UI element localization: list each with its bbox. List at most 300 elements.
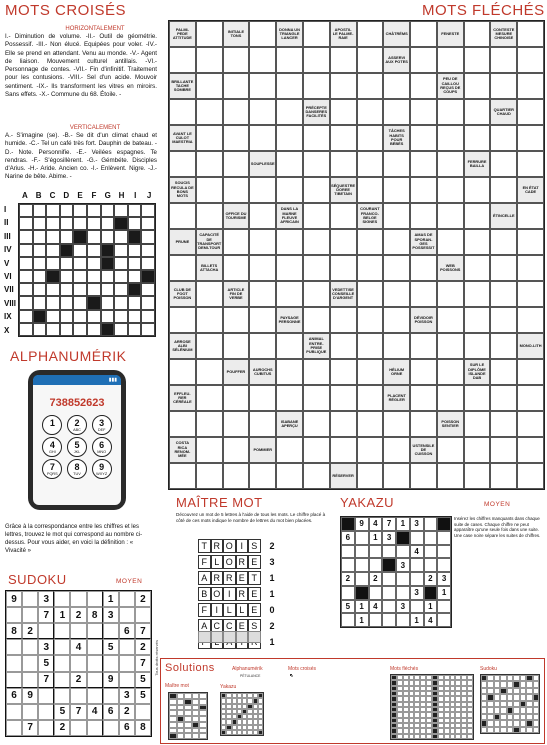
answer-cell[interactable] xyxy=(410,151,437,177)
yakazu-cell[interactable] xyxy=(410,558,424,572)
answer-cell[interactable] xyxy=(303,21,330,47)
answer-cell[interactable] xyxy=(517,99,544,125)
answer-cell[interactable] xyxy=(169,411,196,437)
answer-cell[interactable] xyxy=(223,73,250,99)
answer-cell[interactable] xyxy=(410,47,437,73)
yakazu-cell[interactable] xyxy=(424,558,438,572)
answer-cell[interactable] xyxy=(330,47,357,73)
answer-cell[interactable] xyxy=(196,73,223,99)
answer-cell[interactable] xyxy=(410,177,437,203)
answer-cell[interactable] xyxy=(437,177,464,203)
answer-cell[interactable] xyxy=(303,151,330,177)
answer-cell[interactable] xyxy=(490,177,517,203)
crossword-cell[interactable] xyxy=(19,230,33,243)
crossword-cell[interactable] xyxy=(60,310,74,323)
answer-cell[interactable] xyxy=(517,307,544,333)
sudoku-cell[interactable] xyxy=(70,688,86,704)
answer-cell[interactable] xyxy=(383,281,410,307)
crossword-cell[interactable] xyxy=(128,270,142,283)
answer-cell[interactable] xyxy=(464,125,491,151)
answer-cell[interactable] xyxy=(303,411,330,437)
answer-cell[interactable] xyxy=(383,255,410,281)
sudoku-cell[interactable] xyxy=(87,639,103,655)
maitre-mot-answer-boxes[interactable] xyxy=(198,631,261,643)
answer-cell[interactable] xyxy=(276,333,303,359)
answer-cell[interactable] xyxy=(223,47,250,73)
answer-cell[interactable] xyxy=(303,307,330,333)
sudoku-cell[interactable] xyxy=(6,639,22,655)
answer-cell[interactable] xyxy=(330,437,357,463)
crossword-cell[interactable] xyxy=(19,270,33,283)
answer-cell[interactable] xyxy=(517,437,544,463)
crossword-cell[interactable] xyxy=(19,204,33,217)
yakazu-cell[interactable] xyxy=(369,545,383,559)
crossword-cell[interactable] xyxy=(46,283,60,296)
answer-cell[interactable] xyxy=(276,151,303,177)
crossword-cell[interactable] xyxy=(141,296,155,309)
sudoku-cell[interactable] xyxy=(22,591,38,607)
answer-cell[interactable] xyxy=(383,307,410,333)
answer-cell[interactable] xyxy=(330,333,357,359)
answer-cell[interactable] xyxy=(196,281,223,307)
crossword-cell[interactable] xyxy=(128,204,142,217)
crossword-cell[interactable] xyxy=(73,204,87,217)
crossword-cell[interactable] xyxy=(114,204,128,217)
crossword-cell[interactable] xyxy=(87,283,101,296)
answer-cell[interactable] xyxy=(330,255,357,281)
answer-cell[interactable] xyxy=(169,359,196,385)
answer-cell[interactable] xyxy=(410,281,437,307)
answer-cell[interactable] xyxy=(249,99,276,125)
crossword-cell[interactable] xyxy=(33,244,47,257)
sudoku-cell[interactable] xyxy=(103,688,119,704)
sudoku-cell[interactable] xyxy=(6,672,22,688)
answer-cell[interactable] xyxy=(410,21,437,47)
answer-cell[interactable] xyxy=(410,125,437,151)
crossword-cell[interactable] xyxy=(33,323,47,336)
crossword-cell[interactable] xyxy=(73,310,87,323)
answer-cell[interactable] xyxy=(383,151,410,177)
answer-cell[interactable] xyxy=(410,463,437,489)
answer-cell[interactable] xyxy=(276,359,303,385)
answer-cell[interactable] xyxy=(276,177,303,203)
answer-cell[interactable] xyxy=(383,463,410,489)
answer-cell[interactable] xyxy=(464,203,491,229)
crossword-cell[interactable] xyxy=(87,310,101,323)
answer-cell[interactable] xyxy=(410,411,437,437)
crossword-cell[interactable] xyxy=(19,310,33,323)
crossword-cell[interactable] xyxy=(33,270,47,283)
crossword-cell[interactable] xyxy=(101,217,115,230)
crossword-cell[interactable] xyxy=(19,217,33,230)
sudoku-cell[interactable] xyxy=(22,607,38,623)
answer-cell[interactable] xyxy=(464,385,491,411)
answer-cell[interactable] xyxy=(437,385,464,411)
answer-cell[interactable] xyxy=(196,47,223,73)
yakazu-cell[interactable] xyxy=(382,613,396,627)
crossword-cell[interactable] xyxy=(114,244,128,257)
answer-cell[interactable] xyxy=(196,359,223,385)
sudoku-cell[interactable] xyxy=(119,655,135,671)
yakazu-cell[interactable] xyxy=(437,531,451,545)
answer-cell[interactable] xyxy=(303,281,330,307)
answer-cell[interactable] xyxy=(303,73,330,99)
answer-cell[interactable] xyxy=(196,177,223,203)
answer-cell[interactable] xyxy=(276,99,303,125)
crossword-cell[interactable] xyxy=(33,217,47,230)
sudoku-cell[interactable] xyxy=(135,704,151,720)
answer-cell[interactable] xyxy=(490,437,517,463)
answer-cell[interactable] xyxy=(490,359,517,385)
answer-cell[interactable] xyxy=(223,307,250,333)
answer-cell[interactable] xyxy=(303,125,330,151)
sudoku-cell[interactable] xyxy=(38,623,54,639)
answer-cell[interactable] xyxy=(464,411,491,437)
answer-cell[interactable] xyxy=(196,99,223,125)
crossword-cell[interactable] xyxy=(60,230,74,243)
crossword-cell[interactable] xyxy=(46,244,60,257)
answer-cell[interactable] xyxy=(303,385,330,411)
answer-cell[interactable] xyxy=(490,385,517,411)
answer-cell[interactable] xyxy=(437,151,464,177)
crossword-cell[interactable] xyxy=(73,257,87,270)
crossword-cell[interactable] xyxy=(114,323,128,336)
crossword-cell[interactable] xyxy=(87,204,101,217)
yakazu-cell[interactable] xyxy=(355,558,369,572)
answer-cell[interactable] xyxy=(249,177,276,203)
answer-box[interactable] xyxy=(248,631,261,643)
answer-cell[interactable] xyxy=(249,73,276,99)
answer-cell[interactable] xyxy=(357,177,384,203)
sudoku-cell[interactable] xyxy=(22,672,38,688)
yakazu-cell[interactable] xyxy=(341,558,355,572)
sudoku-cell[interactable] xyxy=(87,655,103,671)
answer-cell[interactable] xyxy=(490,229,517,255)
crossword-cell[interactable] xyxy=(73,283,87,296)
crossword-cell[interactable] xyxy=(128,217,142,230)
answer-cell[interactable] xyxy=(223,385,250,411)
sudoku-cell[interactable] xyxy=(54,591,70,607)
answer-cell[interactable] xyxy=(223,229,250,255)
answer-cell[interactable] xyxy=(517,125,544,151)
answer-cell[interactable] xyxy=(517,281,544,307)
yakazu-cell[interactable] xyxy=(410,531,424,545)
answer-cell[interactable] xyxy=(357,463,384,489)
answer-cell[interactable] xyxy=(223,411,250,437)
answer-cell[interactable] xyxy=(276,47,303,73)
sudoku-cell[interactable] xyxy=(38,688,54,704)
answer-cell[interactable] xyxy=(357,385,384,411)
answer-cell[interactable] xyxy=(249,47,276,73)
crossword-cell[interactable] xyxy=(60,204,74,217)
answer-cell[interactable] xyxy=(249,463,276,489)
answer-cell[interactable] xyxy=(276,281,303,307)
crossword-cell[interactable] xyxy=(60,270,74,283)
answer-box[interactable] xyxy=(236,631,249,643)
answer-cell[interactable] xyxy=(464,47,491,73)
crossword-cell[interactable] xyxy=(101,283,115,296)
answer-cell[interactable] xyxy=(330,203,357,229)
sudoku-cell[interactable] xyxy=(119,672,135,688)
answer-cell[interactable] xyxy=(330,359,357,385)
crossword-cell[interactable] xyxy=(33,204,47,217)
sudoku-cell[interactable] xyxy=(54,623,70,639)
answer-cell[interactable] xyxy=(490,255,517,281)
sudoku-cell[interactable] xyxy=(70,623,86,639)
answer-box[interactable] xyxy=(198,631,211,643)
sudoku-grid[interactable] xyxy=(5,590,152,737)
crossword-cell[interactable] xyxy=(87,230,101,243)
crossword-cell[interactable] xyxy=(101,296,115,309)
answer-cell[interactable] xyxy=(490,307,517,333)
crossword-cell[interactable] xyxy=(19,244,33,257)
sudoku-cell[interactable] xyxy=(103,655,119,671)
sudoku-cell[interactable] xyxy=(22,655,38,671)
crossword-cell[interactable] xyxy=(46,217,60,230)
crossword-cell[interactable] xyxy=(19,283,33,296)
sudoku-cell[interactable] xyxy=(87,591,103,607)
sudoku-cell[interactable] xyxy=(70,655,86,671)
answer-cell[interactable] xyxy=(357,281,384,307)
answer-cell[interactable] xyxy=(383,229,410,255)
answer-cell[interactable] xyxy=(223,99,250,125)
sudoku-cell[interactable] xyxy=(119,607,135,623)
answer-cell[interactable] xyxy=(330,385,357,411)
answer-cell[interactable] xyxy=(410,203,437,229)
answer-cell[interactable] xyxy=(276,437,303,463)
answer-cell[interactable] xyxy=(464,177,491,203)
answer-cell[interactable] xyxy=(490,333,517,359)
sudoku-cell[interactable] xyxy=(6,704,22,720)
yakazu-cell[interactable] xyxy=(424,545,438,559)
answer-cell[interactable] xyxy=(249,281,276,307)
crossword-cell[interactable] xyxy=(46,230,60,243)
answer-cell[interactable] xyxy=(169,463,196,489)
crossword-cell[interactable] xyxy=(73,296,87,309)
answer-cell[interactable] xyxy=(196,411,223,437)
answer-cell[interactable] xyxy=(437,47,464,73)
crossword-cell[interactable] xyxy=(141,204,155,217)
answer-cell[interactable] xyxy=(383,203,410,229)
answer-cell[interactable] xyxy=(464,255,491,281)
crossword-cell[interactable] xyxy=(46,257,60,270)
crossword-cell[interactable] xyxy=(141,244,155,257)
answer-cell[interactable] xyxy=(437,99,464,125)
answer-cell[interactable] xyxy=(357,229,384,255)
yakazu-cell[interactable] xyxy=(355,545,369,559)
crossword-cell[interactable] xyxy=(60,283,74,296)
answer-cell[interactable] xyxy=(196,463,223,489)
answer-cell[interactable] xyxy=(276,385,303,411)
yakazu-cell[interactable] xyxy=(382,545,396,559)
crossword-cell[interactable] xyxy=(19,323,33,336)
crossword-cell[interactable] xyxy=(60,296,74,309)
yakazu-cell[interactable] xyxy=(437,558,451,572)
yakazu-cell[interactable] xyxy=(437,545,451,559)
crossword-cell[interactable] xyxy=(60,217,74,230)
sudoku-cell[interactable] xyxy=(38,704,54,720)
answer-cell[interactable] xyxy=(249,21,276,47)
crossword-cell[interactable] xyxy=(33,257,47,270)
answer-cell[interactable] xyxy=(517,255,544,281)
answer-cell[interactable] xyxy=(464,229,491,255)
crossword-cell[interactable] xyxy=(101,204,115,217)
sudoku-cell[interactable] xyxy=(87,720,103,736)
sudoku-cell[interactable] xyxy=(70,720,86,736)
answer-cell[interactable] xyxy=(490,411,517,437)
answer-cell[interactable] xyxy=(357,99,384,125)
answer-cell[interactable] xyxy=(410,359,437,385)
sudoku-cell[interactable] xyxy=(103,720,119,736)
answer-cell[interactable] xyxy=(357,437,384,463)
crossword-cell[interactable] xyxy=(19,296,33,309)
answer-cell[interactable] xyxy=(249,203,276,229)
crossword-cell[interactable] xyxy=(46,296,60,309)
answer-cell[interactable] xyxy=(249,125,276,151)
answer-cell[interactable] xyxy=(464,21,491,47)
answer-cell[interactable] xyxy=(410,333,437,359)
crossword-cell[interactable] xyxy=(33,230,47,243)
answer-cell[interactable] xyxy=(437,125,464,151)
answer-cell[interactable] xyxy=(249,333,276,359)
yakazu-cell[interactable] xyxy=(437,600,451,614)
answer-cell[interactable] xyxy=(517,73,544,99)
yakazu-cell[interactable] xyxy=(410,600,424,614)
answer-cell[interactable] xyxy=(464,99,491,125)
yakazu-cell[interactable] xyxy=(396,572,410,586)
crossword-grid[interactable] xyxy=(18,203,156,337)
sudoku-cell[interactable] xyxy=(6,655,22,671)
crossword-cell[interactable] xyxy=(73,323,87,336)
answer-cell[interactable] xyxy=(169,151,196,177)
answer-cell[interactable] xyxy=(357,73,384,99)
answer-cell[interactable] xyxy=(490,73,517,99)
yakazu-cell[interactable] xyxy=(341,586,355,600)
answer-cell[interactable] xyxy=(276,229,303,255)
answer-cell[interactable] xyxy=(383,411,410,437)
answer-cell[interactable] xyxy=(464,73,491,99)
crossword-cell[interactable] xyxy=(128,296,142,309)
crossword-cell[interactable] xyxy=(87,257,101,270)
answer-cell[interactable] xyxy=(464,307,491,333)
answer-cell[interactable] xyxy=(437,437,464,463)
answer-cell[interactable] xyxy=(357,333,384,359)
crossword-cell[interactable] xyxy=(87,244,101,257)
answer-cell[interactable] xyxy=(464,333,491,359)
answer-cell[interactable] xyxy=(223,177,250,203)
sudoku-cell[interactable] xyxy=(22,639,38,655)
answer-cell[interactable] xyxy=(196,385,223,411)
yakazu-cell[interactable] xyxy=(382,586,396,600)
answer-cell[interactable] xyxy=(249,385,276,411)
answer-cell[interactable] xyxy=(196,333,223,359)
sudoku-cell[interactable] xyxy=(87,623,103,639)
answer-box[interactable] xyxy=(223,631,236,643)
answer-cell[interactable] xyxy=(437,229,464,255)
answer-cell[interactable] xyxy=(303,203,330,229)
answer-cell[interactable] xyxy=(223,151,250,177)
answer-cell[interactable] xyxy=(437,307,464,333)
crossword-cell[interactable] xyxy=(33,283,47,296)
yakazu-cell[interactable] xyxy=(369,613,383,627)
answer-cell[interactable] xyxy=(330,99,357,125)
sudoku-cell[interactable] xyxy=(38,720,54,736)
sudoku-cell[interactable] xyxy=(87,688,103,704)
answer-cell[interactable] xyxy=(169,255,196,281)
answer-cell[interactable] xyxy=(330,229,357,255)
answer-cell[interactable] xyxy=(303,177,330,203)
answer-cell[interactable] xyxy=(169,203,196,229)
crossword-cell[interactable] xyxy=(60,257,74,270)
answer-cell[interactable] xyxy=(196,151,223,177)
yakazu-cell[interactable] xyxy=(341,545,355,559)
yakazu-cell[interactable] xyxy=(369,558,383,572)
sudoku-cell[interactable] xyxy=(6,607,22,623)
answer-cell[interactable] xyxy=(410,385,437,411)
sudoku-cell[interactable] xyxy=(119,591,135,607)
answer-cell[interactable] xyxy=(464,281,491,307)
crossword-cell[interactable] xyxy=(114,230,128,243)
answer-cell[interactable] xyxy=(437,463,464,489)
yakazu-cell[interactable] xyxy=(437,613,451,627)
answer-cell[interactable] xyxy=(223,125,250,151)
answer-cell[interactable] xyxy=(517,463,544,489)
crossword-cell[interactable] xyxy=(128,244,142,257)
answer-cell[interactable] xyxy=(490,125,517,151)
answer-cell[interactable] xyxy=(169,99,196,125)
sudoku-cell[interactable] xyxy=(54,639,70,655)
answer-cell[interactable] xyxy=(303,437,330,463)
yakazu-cell[interactable] xyxy=(410,572,424,586)
answer-cell[interactable] xyxy=(517,385,544,411)
yakazu-cell[interactable] xyxy=(396,545,410,559)
yakazu-cell[interactable] xyxy=(355,531,369,545)
answer-cell[interactable] xyxy=(303,229,330,255)
crossword-cell[interactable] xyxy=(101,310,115,323)
sudoku-cell[interactable] xyxy=(103,623,119,639)
answer-cell[interactable] xyxy=(437,333,464,359)
sudoku-cell[interactable] xyxy=(54,655,70,671)
crossword-cell[interactable] xyxy=(101,230,115,243)
answer-cell[interactable] xyxy=(437,281,464,307)
crossword-cell[interactable] xyxy=(114,296,128,309)
crossword-cell[interactable] xyxy=(73,244,87,257)
answer-cell[interactable] xyxy=(437,203,464,229)
answer-cell[interactable] xyxy=(517,47,544,73)
answer-cell[interactable] xyxy=(383,437,410,463)
yakazu-cell[interactable] xyxy=(341,613,355,627)
answer-cell[interactable] xyxy=(357,307,384,333)
crossword-cell[interactable] xyxy=(46,310,60,323)
answer-cell[interactable] xyxy=(223,333,250,359)
yakazu-cell[interactable] xyxy=(424,517,438,531)
answer-cell[interactable] xyxy=(276,463,303,489)
answer-cell[interactable] xyxy=(276,73,303,99)
yakazu-cell[interactable] xyxy=(382,572,396,586)
answer-cell[interactable] xyxy=(223,463,250,489)
yakazu-cell[interactable] xyxy=(424,531,438,545)
crossword-cell[interactable] xyxy=(128,323,142,336)
answer-cell[interactable] xyxy=(196,437,223,463)
answer-cell[interactable] xyxy=(196,203,223,229)
sudoku-cell[interactable] xyxy=(119,639,135,655)
answer-cell[interactable] xyxy=(464,437,491,463)
answer-cell[interactable] xyxy=(223,255,250,281)
crossword-cell[interactable] xyxy=(87,323,101,336)
answer-cell[interactable] xyxy=(330,125,357,151)
answer-cell[interactable] xyxy=(330,411,357,437)
answer-cell[interactable] xyxy=(169,47,196,73)
